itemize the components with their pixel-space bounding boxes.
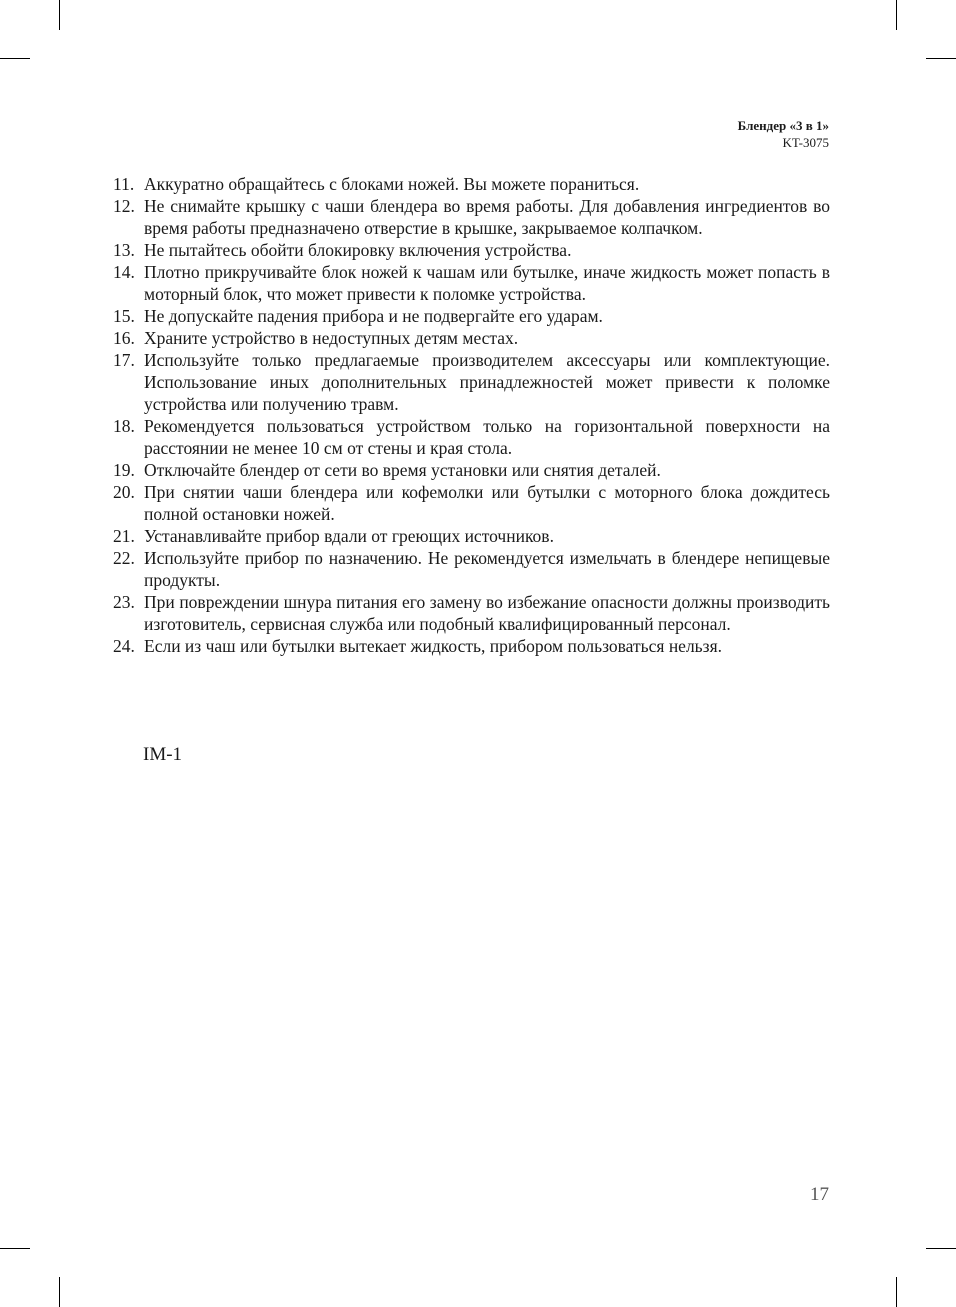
list-item-text: Храните устройство в недоступных детям местах. <box>144 328 519 348</box>
list-item-number: 16. <box>113 328 135 348</box>
list-item-text: Не пытайтесь обойти блокировку включения устройства. <box>144 240 572 260</box>
crop-mark <box>896 1277 897 1307</box>
list-item-number: 14. <box>113 262 135 282</box>
list-item-number: 19. <box>113 460 135 480</box>
list-item <box>113 591 830 635</box>
safety-instructions-list <box>113 173 830 657</box>
list-item <box>113 525 830 547</box>
list-item-number: 20. <box>113 482 135 502</box>
list-item-text: Аккуратно обращайтесь с блоками ножей. Вы можете пораниться. <box>144 174 640 194</box>
list-item-text: Устанавливайте прибор вдали от греющих источников. <box>144 526 554 546</box>
list-item-number: 23. <box>113 592 135 612</box>
manual-code: IM-1 <box>143 744 183 765</box>
list-item-text: Используйте прибор по назначению. Не рекомендуется измельчать в блендере непищевые продукты. <box>144 548 830 590</box>
page-number: 17 <box>810 1184 829 1205</box>
crop-mark <box>0 1248 30 1249</box>
list-item <box>113 459 830 481</box>
list-item-text: Используйте только предлагаемые производителем аксессуары или комплектующие. Использование иных дополнительных принадлежностей может привести к поломке устройства или получению травм. <box>144 350 830 414</box>
list-item-number: 13. <box>113 240 135 260</box>
crop-mark <box>59 0 60 30</box>
list-item-number: 12. <box>113 196 135 216</box>
list-item-text: Плотно прикручивайте блок ножей к чашам или бутылке, иначе жидкость может попасть в моторный блок, что может привести к поломке устройства. <box>144 262 830 304</box>
list-item-number: 21. <box>113 526 135 546</box>
product-title: Блендер «3 в 1» <box>737 118 829 133</box>
list-item <box>113 415 830 459</box>
list-item <box>113 635 830 657</box>
list-item <box>113 195 830 239</box>
crop-mark <box>926 58 956 59</box>
crop-mark <box>0 58 30 59</box>
list-item <box>113 239 830 261</box>
list-item <box>113 349 830 415</box>
list-item-number: 11. <box>113 174 135 194</box>
list-item-text: При повреждении шнура питания его замену во избежание опасности должны производить изготовитель, сервисная служба или подобный квалифицированный персонал. <box>144 592 830 634</box>
list-item-text: Не допускайте падения прибора и не подвергайте его ударам. <box>144 306 603 326</box>
crop-mark <box>926 1248 956 1249</box>
list-item-number: 17. <box>113 350 135 370</box>
list-item-text: Рекомендуется пользоваться устройством только на горизонтальной поверхности на расстоянии не менее 10 см от стены и края стола. <box>144 416 830 458</box>
list-item-number: 22. <box>113 548 135 568</box>
list-item-text: При снятии чаши блендера или кофемолки или бутылки с моторного блока дождитесь полной остановки ножей. <box>144 482 830 524</box>
list-item <box>113 261 830 305</box>
list-item <box>113 481 830 525</box>
list-item-number: 15. <box>113 306 135 326</box>
list-item-text: Отключайте блендер от сети во время установки или снятия деталей. <box>144 460 661 480</box>
crop-mark <box>896 0 897 30</box>
list-item-number: 24. <box>113 636 135 656</box>
list-item-text: Если из чаш или бутылки вытекает жидкость, прибором пользоваться нельзя. <box>144 636 723 656</box>
list-item <box>113 547 830 591</box>
list-item <box>113 173 830 195</box>
list-item <box>113 305 830 327</box>
product-model: KT-3075 <box>782 135 829 150</box>
list-item-text: Не снимайте крышку с чаши блендера во время работы. Для добавления ингредиентов во время работы предназначено отверстие в крышке, закрываемое колпачком. <box>144 196 830 238</box>
crop-mark <box>59 1277 60 1307</box>
running-header <box>738 117 829 151</box>
list-item-number: 18. <box>113 416 135 436</box>
list-item <box>113 327 830 349</box>
